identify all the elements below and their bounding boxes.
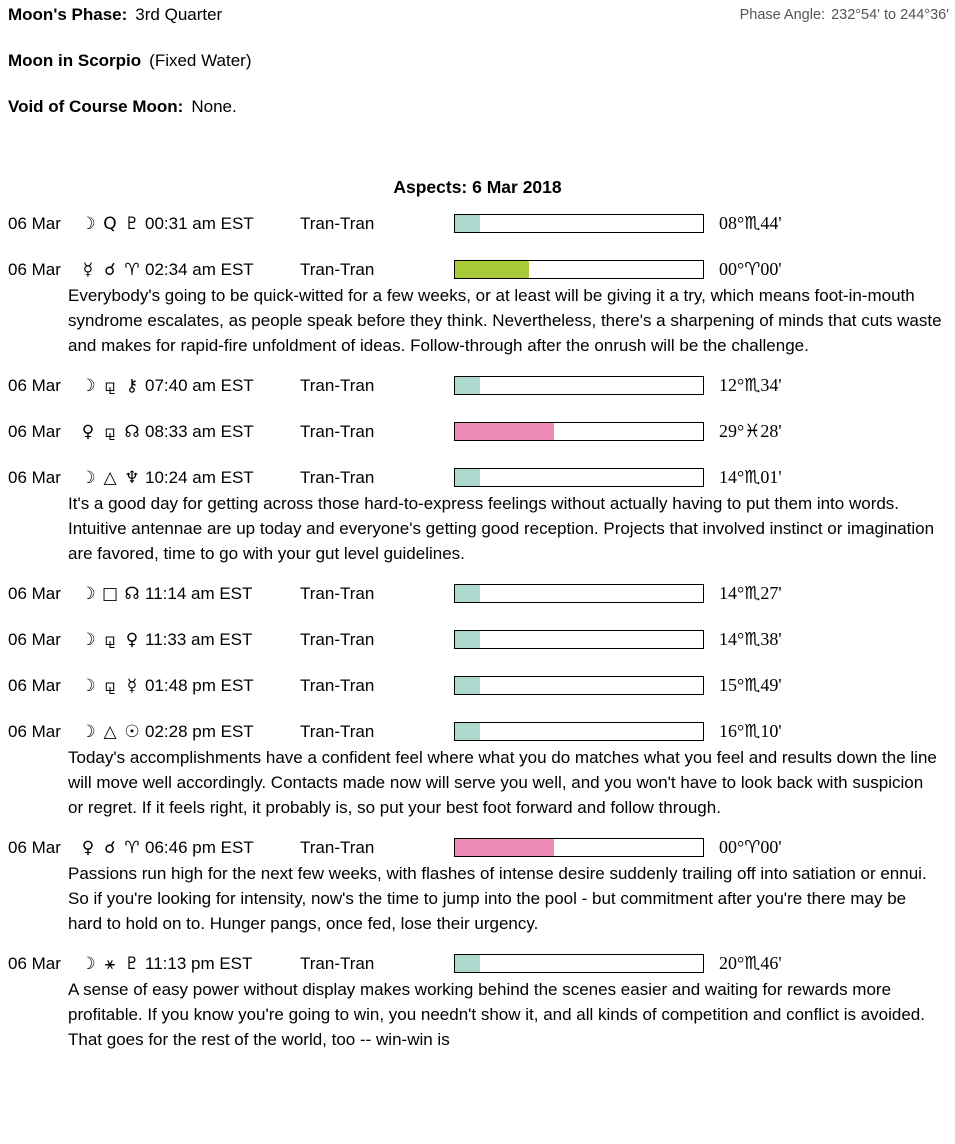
aspect-symbols xyxy=(77,630,145,650)
aspect-row xyxy=(0,422,955,441)
moon-icon: ☽ xyxy=(80,953,96,974)
aspect-symbols xyxy=(77,676,145,696)
aspect-kind: Tran-Tran xyxy=(300,213,375,233)
aspect-date: 06 Mar xyxy=(8,375,61,395)
moon-phase xyxy=(8,5,222,25)
orb-bar xyxy=(454,260,704,279)
pluto-icon: ♇ xyxy=(124,213,140,234)
orb-bar xyxy=(454,630,704,649)
aspect-row xyxy=(0,376,955,395)
orb-bar xyxy=(454,214,704,233)
orb-bar-fill xyxy=(455,955,480,972)
moon-sign-detail: (Fixed Water) xyxy=(149,51,252,70)
moon-icon: ☽ xyxy=(80,583,96,604)
aspects-list xyxy=(0,214,955,1052)
aspect-date: 06 Mar xyxy=(8,675,61,695)
orb-bar-fill xyxy=(455,677,480,694)
aspect-date: 06 Mar xyxy=(8,213,61,233)
aspect-kind: Tran-Tran xyxy=(300,467,375,487)
aspect-date: 06 Mar xyxy=(8,721,61,741)
aspect-symbols xyxy=(77,468,145,488)
orb-bar-fill xyxy=(455,839,554,856)
aspect-time: 02:34 am EST xyxy=(145,259,254,279)
moon-icon: ☽ xyxy=(80,213,96,234)
aspect-date: 06 Mar xyxy=(8,953,61,973)
aspect-symbols xyxy=(77,260,145,280)
sesquiquadrate-icon: ⚼ xyxy=(104,375,116,396)
sesquiquadrate-icon: ⚼ xyxy=(104,629,116,650)
aspect-position: 20°♏46' xyxy=(719,953,782,973)
aspects-title: Aspects: 6 Mar 2018 xyxy=(393,177,562,197)
aspect-kind: Tran-Tran xyxy=(300,421,375,441)
aspect-symbols xyxy=(77,722,145,742)
aspect-row xyxy=(0,954,955,973)
aspect-date: 06 Mar xyxy=(8,583,61,603)
aspect-time: 11:13 pm EST xyxy=(145,953,253,973)
orb-bar xyxy=(454,376,704,395)
orb-bar-fill xyxy=(455,631,480,648)
aspect-time: 10:24 am EST xyxy=(145,467,254,487)
moon-icon: ☽ xyxy=(80,721,96,742)
conjunction-icon: ☌ xyxy=(104,837,116,858)
aspect-kind: Tran-Tran xyxy=(300,953,375,973)
voc-label: Void of Course Moon: xyxy=(8,97,184,116)
aspect-kind: Tran-Tran xyxy=(300,837,375,857)
aspect-row xyxy=(0,722,955,741)
aspect-description: Today's accomplishments have a confident feel where what you do matches what you feel and results down the line will move well accordingly. Contacts made now will serve you well, and you won't have to look back with suspicion or regret. If it feels right, it probably is, so put your best foot forward and follow through. xyxy=(68,748,937,817)
conjunction-icon: ☌ xyxy=(104,259,116,280)
header-line-moon-phase xyxy=(0,0,955,25)
orb-bar-fill xyxy=(455,261,529,278)
orb-bar-fill xyxy=(455,723,480,740)
orb-bar xyxy=(454,422,704,441)
moon-icon: ☽ xyxy=(80,467,96,488)
aspect-kind: Tran-Tran xyxy=(300,675,375,695)
mercury-icon: ☿ xyxy=(126,675,138,696)
aspect-position: 15°♏49' xyxy=(719,675,782,695)
aries-icon: ♈ xyxy=(124,837,140,858)
aspect-date: 06 Mar xyxy=(8,837,61,857)
aspect-time: 11:14 am EST xyxy=(145,583,253,603)
phase-angle-value: 232°54' to 244°36' xyxy=(831,7,949,23)
aspect-time: 11:33 am EST xyxy=(145,629,253,649)
orb-bar-fill xyxy=(455,469,480,486)
aspect-time: 02:28 pm EST xyxy=(145,721,254,741)
orb-bar xyxy=(454,838,704,857)
sun-icon: ☉ xyxy=(124,721,140,742)
venus-icon: ♀ xyxy=(81,421,95,442)
aspect-description: Everybody's going to be quick-witted for a few weeks, or at least will be giving it a try, which means foot-in-mouth syndrome escalates, as people speak before they think. Nevertheless, there's a sharpening of minds that cuts waste and makes for rapid-fire unfoldment of ideas. Follow-through after the onrush will be the challenge. xyxy=(68,286,942,355)
aspect-date: 06 Mar xyxy=(8,629,61,649)
moon-icon: ☽ xyxy=(80,629,96,650)
aspect-symbols xyxy=(77,422,145,442)
aspect-row xyxy=(0,468,955,487)
orb-bar xyxy=(454,954,704,973)
moon-phase-value: 3rd Quarter xyxy=(135,5,223,24)
orb-bar xyxy=(454,676,704,695)
aspect-row xyxy=(0,630,955,649)
pluto-icon: ♇ xyxy=(124,953,140,974)
orb-bar-fill xyxy=(455,423,554,440)
aspect-symbols xyxy=(77,838,145,858)
aspect-row xyxy=(0,214,955,233)
aspect-position: 16°♏10' xyxy=(719,721,782,741)
sesquiquadrate-icon: ⚼ xyxy=(104,675,116,696)
aries-icon: ♈ xyxy=(124,259,140,280)
sextile-icon: ⚹ xyxy=(104,953,116,974)
chiron-icon: ⚷ xyxy=(125,375,139,396)
aspect-symbols xyxy=(77,376,145,396)
header-line-voc xyxy=(8,97,947,117)
aspect-position: 29°♓28' xyxy=(719,421,782,441)
aspect-kind: Tran-Tran xyxy=(300,721,375,741)
moon-icon: ☽ xyxy=(80,375,96,396)
venus-icon: ♀ xyxy=(81,837,95,858)
north-node-icon: ☊ xyxy=(124,421,140,442)
quintile-icon: Q xyxy=(103,213,117,234)
phase-angle xyxy=(740,5,949,23)
aspect-date: 06 Mar xyxy=(8,259,61,279)
aspect-position: 12°♏34' xyxy=(719,375,782,395)
orb-bar-fill xyxy=(455,377,480,394)
aspect-position: 00°♈00' xyxy=(719,259,782,279)
aspect-time: 06:46 pm EST xyxy=(145,837,254,857)
aspect-kind: Tran-Tran xyxy=(300,375,375,395)
aspect-position: 14°♏38' xyxy=(719,629,782,649)
voc-value: None. xyxy=(191,97,237,116)
header-line-moon-sign xyxy=(8,51,947,71)
aspect-description: Passions run high for the next few weeks, with flashes of intense desire suddenly trailing off into satiation or ennui. So if you're looking for intensity, now's the time to jump into the pool - but commitment after you're there may be hard to hold on to. Hunger pangs, once fed, lose their urgency. xyxy=(68,864,927,933)
square-icon: □ xyxy=(101,583,119,604)
moon-sign-label: Moon in Scorpio xyxy=(8,51,142,70)
phase-angle-label: Phase Angle: xyxy=(739,7,826,23)
aspect-time: 00:31 am EST xyxy=(145,213,254,233)
aspect-symbols xyxy=(77,214,145,234)
orb-bar-fill xyxy=(455,215,480,232)
trine-icon: △ xyxy=(103,721,117,742)
aspect-time: 07:40 am EST xyxy=(145,375,254,395)
neptune-icon: ♆ xyxy=(124,467,140,488)
aspect-date: 06 Mar xyxy=(8,421,61,441)
aspect-kind: Tran-Tran xyxy=(300,259,375,279)
aspect-kind: Tran-Tran xyxy=(300,629,375,649)
aspect-description: A sense of easy power without display makes working behind the scenes easier and waiting for rewards more profitable. If you know you're going to win, you needn't show it, and all kinds of competition and conflict is avoided. That goes for the rest of the world, too -- win-win is xyxy=(68,980,925,1049)
aspect-row xyxy=(0,676,955,695)
aspect-time: 08:33 am EST xyxy=(145,421,254,441)
aspect-symbols xyxy=(77,584,145,604)
aspect-symbols xyxy=(77,954,145,974)
orb-bar xyxy=(454,722,704,741)
moon-icon: ☽ xyxy=(80,675,96,696)
venus-icon: ♀ xyxy=(125,629,139,650)
aspect-row xyxy=(0,838,955,857)
aspect-position: 00°♈00' xyxy=(719,837,782,857)
mercury-icon: ☿ xyxy=(82,259,94,280)
north-node-icon: ☊ xyxy=(124,583,140,604)
aspect-position: 14°♏01' xyxy=(719,467,782,487)
moon-phase-label: Moon's Phase: xyxy=(8,5,128,24)
trine-icon: △ xyxy=(103,467,117,488)
aspect-position: 08°♏44' xyxy=(719,213,782,233)
aspect-date: 06 Mar xyxy=(8,467,61,487)
aspect-kind: Tran-Tran xyxy=(300,583,375,603)
aspect-description: It's a good day for getting across those hard-to-express feelings without actually having to put them into words. Intuitive antennae are up today and everyone's getting good reception. Projects that involved instinct or imagination are favored, time to go with your gut level guidelines. xyxy=(68,494,935,563)
sesquiquadrate-icon: ⚼ xyxy=(104,421,116,442)
orb-bar xyxy=(454,584,704,603)
aspect-position: 14°♏27' xyxy=(719,583,782,603)
aspect-time: 01:48 pm EST xyxy=(145,675,254,695)
aspect-row xyxy=(0,584,955,603)
aspect-row xyxy=(0,260,955,279)
orb-bar xyxy=(454,468,704,487)
orb-bar-fill xyxy=(455,585,480,602)
